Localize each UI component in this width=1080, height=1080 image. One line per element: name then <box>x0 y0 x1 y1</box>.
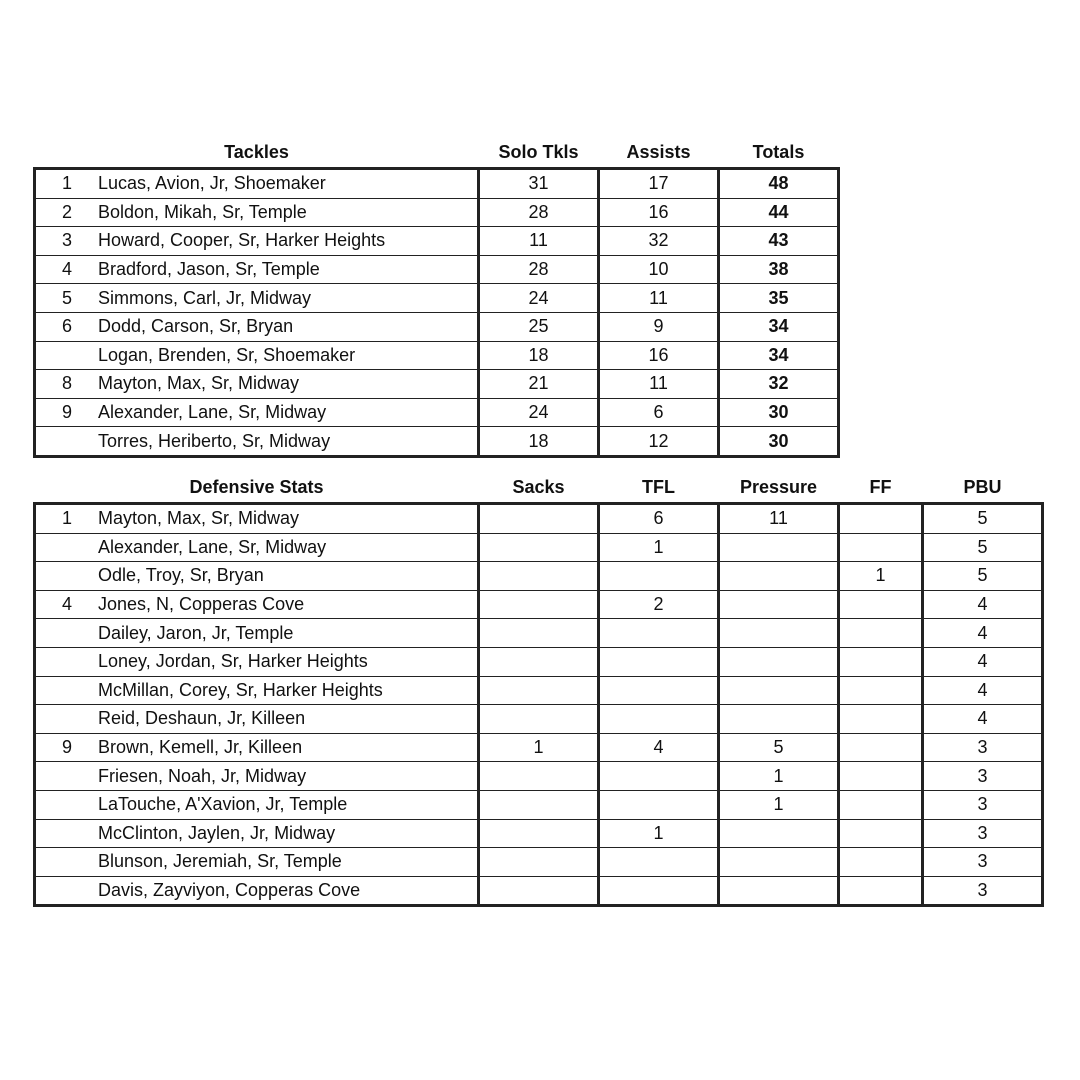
tfl-value: 6 <box>599 504 719 534</box>
tackles-body <box>35 169 839 457</box>
assists-value: 6 <box>599 398 719 427</box>
ff-value <box>839 848 923 877</box>
player-cell <box>35 790 479 819</box>
player-name: Dodd, Carson, Sr, Bryan <box>98 316 294 337</box>
player-name: Odle, Troy, Sr, Bryan <box>98 565 264 586</box>
ff-header: FF <box>869 476 892 497</box>
ff-value: 1 <box>839 562 923 591</box>
table-row <box>35 427 839 457</box>
rank-label: 8 <box>61 373 72 394</box>
player-name: Davis, Zayviyon, Copperas Cove <box>98 880 361 901</box>
rank-label: 4 <box>61 594 72 615</box>
player-name: LaTouche, A'Xavion, Jr, Temple <box>98 794 348 815</box>
table-row <box>35 733 1043 762</box>
assists-value: 16 <box>599 341 719 370</box>
defensive-stats-table <box>33 472 1044 907</box>
pressure-value <box>719 705 839 734</box>
tfl-value <box>599 562 719 591</box>
table-row <box>35 370 839 399</box>
table-row <box>35 705 1043 734</box>
total-value: 35 <box>719 284 839 313</box>
table-row <box>35 398 839 427</box>
rank-label: 9 <box>61 402 72 423</box>
assists-header: Assists <box>626 141 691 162</box>
table-row <box>35 762 1043 791</box>
pressure-value: 5 <box>719 733 839 762</box>
assists-value: 16 <box>599 198 719 227</box>
assists-value: 12 <box>599 427 719 457</box>
pbu-value: 4 <box>923 590 1043 619</box>
table-row <box>35 562 1043 591</box>
pbu-value: 5 <box>923 533 1043 562</box>
player-cell <box>35 341 479 370</box>
table-row <box>35 647 1043 676</box>
ff-value <box>839 619 923 648</box>
pressure-value <box>719 876 839 906</box>
solo-tackles-value: 28 <box>479 198 599 227</box>
rank-label: 3 <box>61 230 72 251</box>
pressure-value <box>719 619 839 648</box>
sacks-value <box>479 676 599 705</box>
table-row <box>35 590 1043 619</box>
table-row <box>35 533 1043 562</box>
player-cell <box>35 848 479 877</box>
player-name: Alexander, Lane, Sr, Midway <box>98 402 327 423</box>
tackles-table <box>33 137 840 458</box>
ff-value <box>839 762 923 791</box>
sacks-value <box>479 819 599 848</box>
player-cell <box>35 169 479 199</box>
ff-value <box>839 705 923 734</box>
defensive-stats-title: Defensive Stats <box>189 476 324 497</box>
table-row <box>35 312 839 341</box>
tackles-title: Tackles <box>224 141 289 162</box>
table-row <box>35 619 1043 648</box>
sacks-value <box>479 790 599 819</box>
solo-tackles-value: 18 <box>479 341 599 370</box>
player-cell <box>35 876 479 906</box>
player-cell <box>35 504 479 534</box>
pbu-value: 3 <box>923 733 1043 762</box>
pressure-value <box>719 647 839 676</box>
rank-label: 2 <box>61 201 72 222</box>
tfl-value <box>599 647 719 676</box>
player-cell <box>35 533 479 562</box>
pressure-value: 1 <box>719 762 839 791</box>
player-name: McClinton, Jaylen, Jr, Midway <box>98 822 336 843</box>
table-row <box>35 876 1043 906</box>
player-name: Reid, Deshaun, Jr, Killeen <box>98 708 306 729</box>
table-row <box>35 169 839 199</box>
table-row <box>35 848 1043 877</box>
solo-tackles-value: 28 <box>479 255 599 284</box>
player-cell <box>35 427 479 457</box>
player-cell <box>35 255 479 284</box>
ff-value <box>839 676 923 705</box>
player-name: Bradford, Jason, Sr, Temple <box>98 259 320 280</box>
assists-value: 17 <box>599 169 719 199</box>
total-value: 38 <box>719 255 839 284</box>
total-value: 30 <box>719 398 839 427</box>
total-value: 43 <box>719 227 839 256</box>
tfl-value <box>599 848 719 877</box>
solo-tackles-value: 24 <box>479 398 599 427</box>
player-name: Brown, Kemell, Jr, Killeen <box>98 737 303 758</box>
player-name: Dailey, Jaron, Jr, Temple <box>98 622 294 643</box>
table-row <box>35 676 1043 705</box>
tfl-value: 2 <box>599 590 719 619</box>
table-row <box>35 284 839 313</box>
defense-header-row <box>35 472 1043 504</box>
total-value: 34 <box>719 341 839 370</box>
pbu-value: 3 <box>923 876 1043 906</box>
ff-value <box>839 819 923 848</box>
player-name: Alexander, Lane, Sr, Midway <box>98 536 327 557</box>
player-cell <box>35 284 479 313</box>
table-row <box>35 227 839 256</box>
assists-value: 9 <box>599 312 719 341</box>
player-cell <box>35 676 479 705</box>
sacks-value <box>479 848 599 877</box>
ff-value <box>839 876 923 906</box>
assists-value: 10 <box>599 255 719 284</box>
pressure-value <box>719 676 839 705</box>
ff-value <box>839 590 923 619</box>
sacks-value <box>479 562 599 591</box>
player-cell <box>35 590 479 619</box>
tfl-value <box>599 790 719 819</box>
player-cell <box>35 819 479 848</box>
solo-tackles-value: 21 <box>479 370 599 399</box>
table-row <box>35 504 1043 534</box>
tfl-value <box>599 876 719 906</box>
solo-tackles-header: Solo Tkls <box>498 141 579 162</box>
pressure-value <box>719 848 839 877</box>
table-row <box>35 819 1043 848</box>
ff-value <box>839 733 923 762</box>
player-name: Mayton, Max, Sr, Midway <box>98 508 300 529</box>
pbu-value: 5 <box>923 562 1043 591</box>
pbu-value: 5 <box>923 504 1043 534</box>
pressure-value <box>719 533 839 562</box>
player-cell <box>35 619 479 648</box>
sacks-value <box>479 647 599 676</box>
player-cell <box>35 705 479 734</box>
solo-tackles-value: 18 <box>479 427 599 457</box>
totals-header: Totals <box>752 141 805 162</box>
pbu-header: PBU <box>963 476 1002 497</box>
rank-label: 9 <box>61 737 72 758</box>
player-name: Howard, Cooper, Sr, Harker Heights <box>98 230 386 251</box>
sacks-value <box>479 876 599 906</box>
sacks-value <box>479 619 599 648</box>
player-name: Torres, Heriberto, Sr, Midway <box>98 430 331 451</box>
table-row <box>35 790 1043 819</box>
solo-tackles-value: 25 <box>479 312 599 341</box>
pbu-value: 4 <box>923 676 1043 705</box>
sacks-value <box>479 705 599 734</box>
player-name: Friesen, Noah, Jr, Midway <box>98 765 307 786</box>
rank-label: 4 <box>61 259 72 280</box>
pressure-value: 1 <box>719 790 839 819</box>
pbu-value: 3 <box>923 848 1043 877</box>
player-name: Loney, Jordan, Sr, Harker Heights <box>98 651 368 672</box>
sacks-value <box>479 533 599 562</box>
pressure-value <box>719 590 839 619</box>
assists-value: 32 <box>599 227 719 256</box>
rank-label: 6 <box>61 316 72 337</box>
player-name: Lucas, Avion, Jr, Shoemaker <box>98 173 326 194</box>
tfl-value <box>599 762 719 791</box>
tfl-value: 1 <box>599 819 719 848</box>
pressure-value <box>719 562 839 591</box>
sacks-value <box>479 504 599 534</box>
ff-value <box>839 790 923 819</box>
player-name: Blunson, Jeremiah, Sr, Temple <box>98 851 342 872</box>
player-cell <box>35 398 479 427</box>
assists-value: 11 <box>599 370 719 399</box>
tfl-value <box>599 619 719 648</box>
player-name: Boldon, Mikah, Sr, Temple <box>98 201 307 222</box>
table-row <box>35 198 839 227</box>
total-value: 32 <box>719 370 839 399</box>
ff-value <box>839 647 923 676</box>
solo-tackles-value: 11 <box>479 227 599 256</box>
assists-value: 11 <box>599 284 719 313</box>
pbu-value: 3 <box>923 762 1043 791</box>
player-name: Simmons, Carl, Jr, Midway <box>98 287 312 308</box>
rank-label: 5 <box>61 287 72 308</box>
pbu-value: 4 <box>923 647 1043 676</box>
pressure-header: Pressure <box>739 476 818 497</box>
pbu-value: 3 <box>923 819 1043 848</box>
tfl-value <box>599 705 719 734</box>
player-name: Logan, Brenden, Sr, Shoemaker <box>98 344 356 365</box>
player-cell <box>35 733 479 762</box>
player-cell <box>35 370 479 399</box>
solo-tackles-value: 24 <box>479 284 599 313</box>
sacks-value <box>479 590 599 619</box>
rank-label: 1 <box>61 173 72 194</box>
pbu-value: 4 <box>923 705 1043 734</box>
player-cell <box>35 227 479 256</box>
sacks-value: 1 <box>479 733 599 762</box>
pbu-value: 4 <box>923 619 1043 648</box>
table-row <box>35 255 839 284</box>
tfl-value: 1 <box>599 533 719 562</box>
tfl-value <box>599 676 719 705</box>
player-name: Jones, N, Copperas Cove <box>98 594 305 615</box>
ff-value <box>839 533 923 562</box>
tfl-header: TFL <box>642 476 675 497</box>
player-cell <box>35 562 479 591</box>
rank-label: 1 <box>61 508 72 529</box>
pbu-value: 3 <box>923 790 1043 819</box>
solo-tackles-value: 31 <box>479 169 599 199</box>
tfl-value: 4 <box>599 733 719 762</box>
sacks-header: Sacks <box>512 476 565 497</box>
player-name: Mayton, Max, Sr, Midway <box>98 373 300 394</box>
total-value: 48 <box>719 169 839 199</box>
total-value: 44 <box>719 198 839 227</box>
pressure-value: 11 <box>719 504 839 534</box>
player-cell <box>35 312 479 341</box>
total-value: 30 <box>719 427 839 457</box>
player-cell <box>35 647 479 676</box>
ff-value <box>839 504 923 534</box>
sacks-value <box>479 762 599 791</box>
total-value: 34 <box>719 312 839 341</box>
player-cell <box>35 762 479 791</box>
player-cell <box>35 198 479 227</box>
defense-body <box>35 504 1043 906</box>
player-name: McMillan, Corey, Sr, Harker Heights <box>98 679 383 700</box>
pressure-value <box>719 819 839 848</box>
table-row <box>35 341 839 370</box>
tackles-header-row <box>35 137 839 169</box>
